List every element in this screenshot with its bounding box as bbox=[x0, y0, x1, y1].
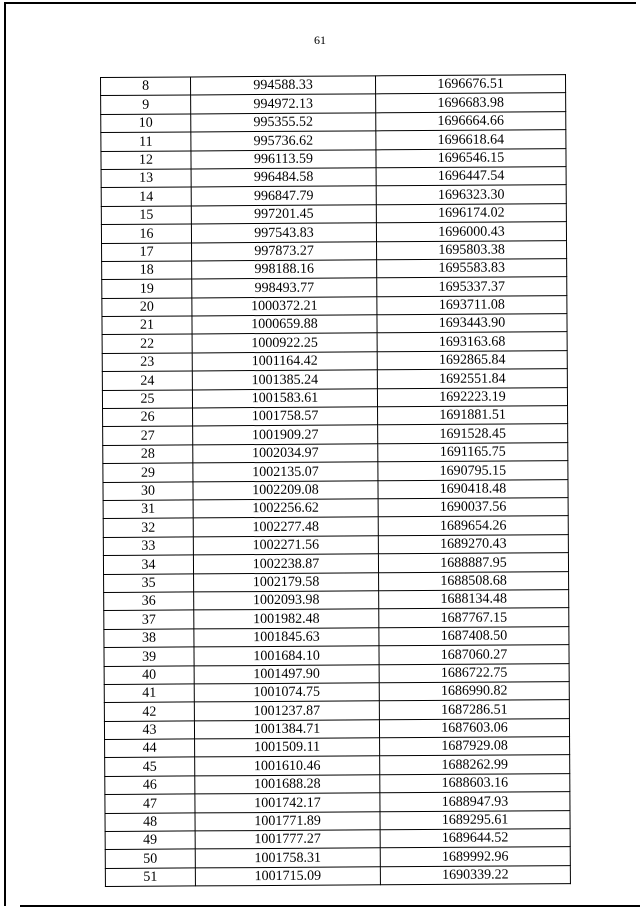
y-coordinate-cell: 1695337.37 bbox=[377, 277, 567, 297]
table-row bbox=[105, 755, 570, 776]
table-row bbox=[105, 810, 570, 831]
point-number-cell: 8 bbox=[101, 77, 191, 96]
y-coordinate-cell: 1690339.22 bbox=[380, 865, 570, 885]
x-coordinate-cell: 1002271.56 bbox=[193, 536, 378, 556]
table-row bbox=[104, 608, 569, 629]
x-coordinate-cell: 1002179.58 bbox=[194, 572, 379, 592]
x-coordinate-cell: 995355.52 bbox=[191, 113, 376, 133]
point-number-cell: 39 bbox=[104, 647, 194, 666]
x-coordinate-cell: 996847.79 bbox=[191, 186, 376, 206]
table-row bbox=[102, 240, 567, 261]
y-coordinate-cell: 1690795.15 bbox=[378, 461, 568, 481]
y-coordinate-cell: 1693443.90 bbox=[377, 314, 567, 334]
point-number-cell: 44 bbox=[105, 739, 195, 758]
table-row bbox=[104, 700, 569, 721]
point-number-cell: 16 bbox=[101, 224, 191, 243]
point-number-cell: 50 bbox=[105, 849, 195, 868]
table-row bbox=[105, 792, 570, 813]
y-coordinate-cell: 1696618.64 bbox=[376, 130, 566, 150]
point-number-cell: 40 bbox=[104, 665, 194, 684]
point-number-cell: 30 bbox=[103, 482, 193, 501]
table-row bbox=[101, 148, 566, 169]
point-number-cell: 12 bbox=[101, 151, 191, 170]
table-row bbox=[102, 387, 567, 408]
table-row bbox=[101, 185, 566, 206]
y-coordinate-cell: 1689270.43 bbox=[378, 534, 568, 554]
point-number-cell: 48 bbox=[105, 813, 195, 832]
y-coordinate-cell: 1691881.51 bbox=[378, 406, 568, 426]
coordinate-table-body bbox=[101, 75, 571, 887]
point-number-cell: 27 bbox=[103, 426, 193, 445]
x-coordinate-cell: 1001610.46 bbox=[195, 756, 380, 776]
y-coordinate-cell: 1695803.38 bbox=[377, 240, 567, 260]
point-number-cell: 33 bbox=[103, 537, 193, 556]
y-coordinate-cell: 1690418.48 bbox=[378, 479, 568, 499]
table-row bbox=[101, 222, 566, 243]
point-number-cell: 11 bbox=[101, 132, 191, 151]
table-row bbox=[104, 718, 569, 739]
x-coordinate-cell: 1000922.25 bbox=[192, 333, 377, 353]
table-row bbox=[103, 442, 568, 463]
point-number-cell: 26 bbox=[103, 408, 193, 427]
x-coordinate-cell: 1001758.57 bbox=[193, 407, 378, 427]
point-number-cell: 10 bbox=[101, 114, 191, 133]
table-row bbox=[104, 571, 569, 592]
point-number-cell: 29 bbox=[103, 463, 193, 482]
x-coordinate-cell: 1002209.08 bbox=[193, 480, 378, 500]
coordinate-table bbox=[100, 74, 571, 887]
y-coordinate-cell: 1688887.95 bbox=[378, 553, 568, 573]
point-number-cell: 47 bbox=[105, 794, 195, 813]
x-coordinate-cell: 1001074.75 bbox=[194, 683, 379, 703]
x-coordinate-cell: 1002238.87 bbox=[193, 554, 378, 574]
y-coordinate-cell: 1688508.68 bbox=[379, 571, 569, 591]
y-coordinate-cell: 1692865.84 bbox=[377, 351, 567, 371]
table-row bbox=[101, 203, 566, 224]
x-coordinate-cell: 1000659.88 bbox=[192, 315, 377, 335]
y-coordinate-cell: 1690037.56 bbox=[378, 498, 568, 518]
table-row bbox=[103, 498, 568, 519]
table-row bbox=[101, 75, 566, 96]
point-number-cell: 41 bbox=[104, 684, 194, 703]
table-row bbox=[101, 130, 566, 151]
x-coordinate-cell: 1002093.98 bbox=[194, 591, 379, 611]
table-row bbox=[104, 626, 569, 647]
x-coordinate-cell: 997201.45 bbox=[191, 205, 376, 225]
point-number-cell: 24 bbox=[102, 371, 192, 390]
x-coordinate-cell: 995736.62 bbox=[191, 131, 376, 151]
x-coordinate-cell: 1001845.63 bbox=[194, 628, 379, 648]
page-number: 61 bbox=[314, 33, 326, 47]
y-coordinate-cell: 1692223.19 bbox=[377, 387, 567, 407]
table-row bbox=[103, 424, 568, 445]
y-coordinate-cell: 1696546.15 bbox=[376, 148, 566, 168]
x-coordinate-cell: 998188.16 bbox=[192, 260, 377, 280]
table-row bbox=[104, 682, 569, 703]
y-coordinate-cell: 1691528.45 bbox=[378, 424, 568, 444]
point-number-cell: 31 bbox=[103, 500, 193, 519]
point-number-cell: 21 bbox=[102, 316, 192, 335]
y-coordinate-cell: 1692551.84 bbox=[377, 369, 567, 389]
point-number-cell: 51 bbox=[105, 868, 195, 887]
x-coordinate-cell: 1001583.61 bbox=[192, 388, 377, 408]
point-number-cell: 15 bbox=[101, 206, 191, 225]
x-coordinate-cell: 1000372.21 bbox=[192, 297, 377, 317]
point-number-cell: 28 bbox=[103, 445, 193, 464]
y-coordinate-cell: 1687286.51 bbox=[379, 700, 569, 720]
point-number-cell: 37 bbox=[104, 610, 194, 629]
y-coordinate-cell: 1687408.50 bbox=[379, 626, 569, 646]
y-coordinate-cell: 1689644.52 bbox=[380, 829, 570, 849]
point-number-cell: 35 bbox=[104, 573, 194, 592]
y-coordinate-cell: 1688603.16 bbox=[380, 773, 570, 793]
y-coordinate-cell: 1687603.06 bbox=[379, 718, 569, 738]
table-row bbox=[104, 590, 569, 611]
point-number-cell: 23 bbox=[102, 353, 192, 372]
x-coordinate-cell: 1001982.48 bbox=[194, 609, 379, 629]
y-coordinate-cell: 1696323.30 bbox=[376, 185, 566, 205]
x-coordinate-cell: 1001164.42 bbox=[192, 352, 377, 372]
x-coordinate-cell: 1001758.31 bbox=[195, 848, 380, 868]
table-row bbox=[102, 277, 567, 298]
x-coordinate-cell: 1002256.62 bbox=[193, 499, 378, 519]
x-coordinate-cell: 1001715.09 bbox=[195, 867, 380, 887]
y-coordinate-cell: 1696447.54 bbox=[376, 167, 566, 187]
y-coordinate-cell: 1687929.08 bbox=[380, 737, 570, 757]
table-row bbox=[105, 847, 570, 868]
x-coordinate-cell: 1001385.24 bbox=[192, 370, 377, 390]
x-coordinate-cell: 1001237.87 bbox=[194, 701, 379, 721]
table-row bbox=[105, 737, 570, 758]
y-coordinate-cell: 1689654.26 bbox=[378, 516, 568, 536]
table-row bbox=[103, 553, 568, 574]
point-number-cell: 22 bbox=[102, 334, 192, 353]
y-coordinate-cell: 1689992.96 bbox=[380, 847, 570, 867]
x-coordinate-cell: 1001742.17 bbox=[195, 793, 380, 813]
point-number-cell: 20 bbox=[102, 298, 192, 317]
y-coordinate-cell: 1686990.82 bbox=[379, 682, 569, 702]
y-coordinate-cell: 1693711.08 bbox=[377, 295, 567, 315]
y-coordinate-cell: 1688134.48 bbox=[379, 590, 569, 610]
table-row bbox=[101, 93, 566, 114]
y-coordinate-cell: 1696676.51 bbox=[375, 75, 565, 95]
x-coordinate-cell: 996113.59 bbox=[191, 149, 376, 169]
y-coordinate-cell: 1687767.15 bbox=[379, 608, 569, 628]
y-coordinate-cell: 1688262.99 bbox=[380, 755, 570, 775]
table-row bbox=[105, 773, 570, 794]
bottom-rule bbox=[20, 905, 640, 907]
y-coordinate-cell: 1696664.66 bbox=[376, 111, 566, 131]
point-number-cell: 46 bbox=[105, 776, 195, 795]
y-coordinate-cell: 1696000.43 bbox=[376, 222, 566, 242]
table-row bbox=[102, 259, 567, 280]
point-number-cell: 18 bbox=[102, 261, 192, 280]
table-row bbox=[102, 295, 567, 316]
table-row bbox=[104, 645, 569, 666]
point-number-cell: 32 bbox=[103, 518, 193, 537]
y-coordinate-cell: 1695583.83 bbox=[377, 259, 567, 279]
point-number-cell: 43 bbox=[104, 721, 194, 740]
y-coordinate-cell: 1686722.75 bbox=[379, 663, 569, 683]
table-row bbox=[105, 865, 570, 886]
x-coordinate-cell: 1001777.27 bbox=[195, 830, 380, 850]
x-coordinate-cell: 1001684.10 bbox=[194, 646, 379, 666]
x-coordinate-cell: 1001497.90 bbox=[194, 664, 379, 684]
table-row bbox=[103, 479, 568, 500]
point-number-cell: 45 bbox=[105, 757, 195, 776]
table-row bbox=[104, 663, 569, 684]
point-number-cell: 25 bbox=[102, 390, 192, 409]
x-coordinate-cell: 1001688.28 bbox=[195, 775, 380, 795]
y-coordinate-cell: 1687060.27 bbox=[379, 645, 569, 665]
point-number-cell: 17 bbox=[102, 242, 192, 261]
x-coordinate-cell: 994588.33 bbox=[191, 76, 376, 96]
table-row bbox=[101, 167, 566, 188]
y-coordinate-cell: 1696683.98 bbox=[376, 93, 566, 113]
y-coordinate-cell: 1693163.68 bbox=[377, 332, 567, 352]
point-number-cell: 49 bbox=[105, 831, 195, 850]
table-row bbox=[105, 829, 570, 850]
x-coordinate-cell: 996484.58 bbox=[191, 168, 376, 188]
table-row bbox=[102, 351, 567, 372]
point-number-cell: 9 bbox=[101, 95, 191, 114]
table-row bbox=[103, 461, 568, 482]
y-coordinate-cell: 1689295.61 bbox=[380, 810, 570, 830]
point-number-cell: 13 bbox=[101, 169, 191, 188]
point-number-cell: 36 bbox=[104, 592, 194, 611]
x-coordinate-cell: 1001384.71 bbox=[194, 719, 379, 739]
y-coordinate-cell: 1696174.02 bbox=[376, 203, 566, 223]
x-coordinate-cell: 998493.77 bbox=[192, 278, 377, 298]
table-row bbox=[102, 332, 567, 353]
point-number-cell: 42 bbox=[104, 702, 194, 721]
y-coordinate-cell: 1691165.75 bbox=[378, 442, 568, 462]
table-row bbox=[102, 314, 567, 335]
x-coordinate-cell: 1001509.11 bbox=[195, 738, 380, 758]
table-row bbox=[103, 406, 568, 427]
table-row bbox=[103, 534, 568, 555]
point-number-cell: 14 bbox=[101, 187, 191, 206]
x-coordinate-cell: 997873.27 bbox=[192, 241, 377, 261]
x-coordinate-cell: 1002277.48 bbox=[193, 517, 378, 537]
point-number-cell: 38 bbox=[104, 629, 194, 648]
x-coordinate-cell: 1002135.07 bbox=[193, 462, 378, 482]
table-row bbox=[102, 369, 567, 390]
y-coordinate-cell: 1688947.93 bbox=[380, 792, 570, 812]
point-number-cell: 34 bbox=[103, 555, 193, 574]
x-coordinate-cell: 1001771.89 bbox=[195, 811, 380, 831]
point-number-cell: 19 bbox=[102, 279, 192, 298]
x-coordinate-cell: 997543.83 bbox=[191, 223, 376, 243]
table-row bbox=[103, 516, 568, 537]
x-coordinate-cell: 1001909.27 bbox=[193, 425, 378, 445]
table-row bbox=[101, 111, 566, 132]
x-coordinate-cell: 1002034.97 bbox=[193, 444, 378, 464]
x-coordinate-cell: 994972.13 bbox=[191, 94, 376, 114]
